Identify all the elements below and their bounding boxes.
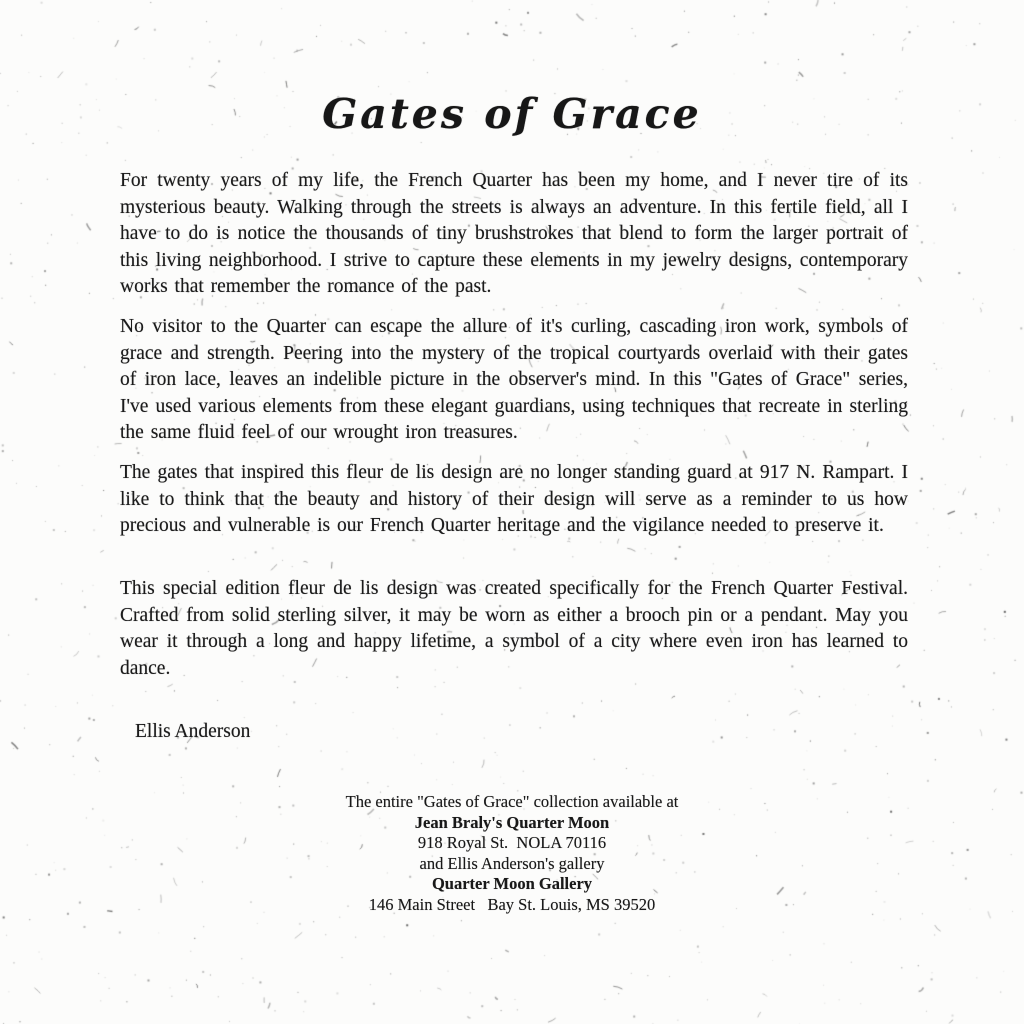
paragraph-special-edition: This special edition fleur de lis design was created specifically for the French Quarter Festival. Crafted from solid sterling silver, it may be worn as either a brooch pin or a pendant. May you wear it through a long and happy lifetime, a symbol of a city where even iron has learned to dance. [120, 578, 908, 679]
paragraph-gates-history: The gates that inspired this fleur de lis design are no longer standing guard at 917 N. Rampart. I like to think that the beauty and history of their design will serve as a reminder to us how precious and vulnerable is our French Quarter heritage and the vigilance needed to preserve it. [120, 462, 908, 537]
footer-gallery-intro: and Ellis Anderson's gallery [419, 853, 605, 873]
footer-availability-line: The entire "Gates of Grace" collection available at [345, 792, 679, 811]
footer-gallery-name: Quarter Moon Gallery [431, 874, 593, 893]
footer-gallery-address: 146 Main Street Bay St. Louis, MS 39520 [368, 894, 656, 914]
footer-block [0, 792, 1024, 915]
paragraph-intro: For twenty years of my life, the French Quarter has been my home, and I never tire of its mysterious beauty. Walking through the streets is always an adventure. In this fertile field, all I have to do is notice the thousands of tiny brushstrokes that blend to form the larger portrait of this living neighborhood. I strive to capture these elements in my jewelry designs, contemporary works that remember the romance of the past. [120, 170, 908, 298]
document-title: Gates of Grace [322, 90, 702, 138]
author-signature: Ellis Anderson [135, 721, 251, 742]
paragraph-ironwork: No visitor to the Quarter can escape the allure of it's curling, cascading iron work, symbols of grace and strength. Peering into the mystery of the tropical courtyards overlaid with their gates of iron lace, leaves an indelible picture in the observer's mind. In this "Gates of Grace" series, I've used various elements from these elegant guardians, using techniques that recreate in sterling the same fluid feel of our wrought iron treasures. [120, 316, 908, 444]
footer-store-name: Jean Braly's Quarter Moon [414, 812, 610, 832]
footer-store-address: 918 Royal St. NOLA 70116 [417, 833, 607, 852]
